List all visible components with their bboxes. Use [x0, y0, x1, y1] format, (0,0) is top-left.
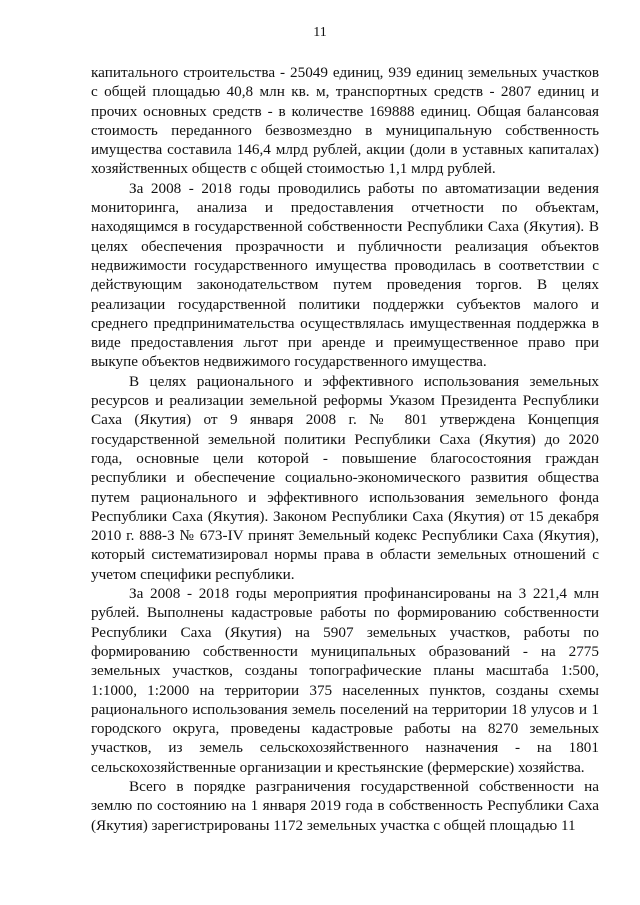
paragraph-1: капитального строительства - 25049 единиц, 939 единиц земельных участков с общей площадью 40,8 млн кв. м, транспортных средств - 2807 единиц и прочих основных средств - в количестве 169888 единиц. Общая балансовая стоимость переданного безвозмездно в муниципальную собственность имущества составила 146,4 млрд рублей, акции (доли в уставных капиталах) хозяйственных обществ с общей стоимостью 1,1 млрд рублей. [91, 64, 599, 178]
paragraph-2: За 2008 - 2018 годы проводились работы по автоматизации ведения мониторинга, анализа и предоставления отчетности по объектам, находящимся в государственной собственности Республики Саха (Якутия). В целях обеспечения прозрачности и публичности реализация объектов недвижимости государственного имущества проводилась в соответствии с действующим законодательством путем проведения торгов. В целях реализации государственной политики поддержки субъектов малого и среднего предпринимательства осуществлялась имущественная поддержка в виде предоставления льгот при аренде и преимущественное право при выкупе объектов недвижимого государственного имущества. [91, 179, 599, 371]
paragraph-3: В целях рационального и эффективного использования земельных ресурсов и реализации земельной реформы Указом Президента Республики Саха (Якутия) от 9 января 2008 г. № 801 утверждена Концепция государственной земельной политики Республики Саха (Якутия) до 2020 года, основные цели которой - повышение благосостояния граждан республики и обеспечение социально-экономического развития общества путем рационального и эффективного использования земельного фонда Республики Саха (Якутия). Законом Республики Саха (Якутия) от 15 декабря 2010 г. 888-З № 673-IV принят Земельный кодекс Республики Саха (Якутия), который систематизировал нормы права в области земельных отношений с учетом специфики республики. [91, 372, 599, 583]
paragraph-5: Всего в порядке разграничения государственной собственности на землю по состоянию на 1 января 2019 года в собственность Республики Саха (Якутия) зарегистрированы 1172 земельных участка с общей площадью 11 [91, 777, 599, 834]
document-body [91, 63, 599, 835]
page-number: 11 [313, 25, 327, 40]
paragraph-4: За 2008 - 2018 годы мероприятия профинансированы на 3 221,4 млн рублей. Выполнены кадастровые работы по формированию собственности Республики Саха (Якутия) на 5907 земельных участков, работы по формированию собственности муниципальных образований - на 2775 земельных участков, созданы топографические планы масштаба 1:500, 1:1000, 1:2000 на территории 375 населенных пунктов, созданы схемы рационального использования земель поселений на территории 18 улусов и 1 городского округа, проведены кадастровые работы на 8270 земельных участков, из земель сельскохозяйственного назначения - на 1801 сельскохозяйственные организации и крестьянские (фермерские) хозяйства. [91, 585, 599, 776]
